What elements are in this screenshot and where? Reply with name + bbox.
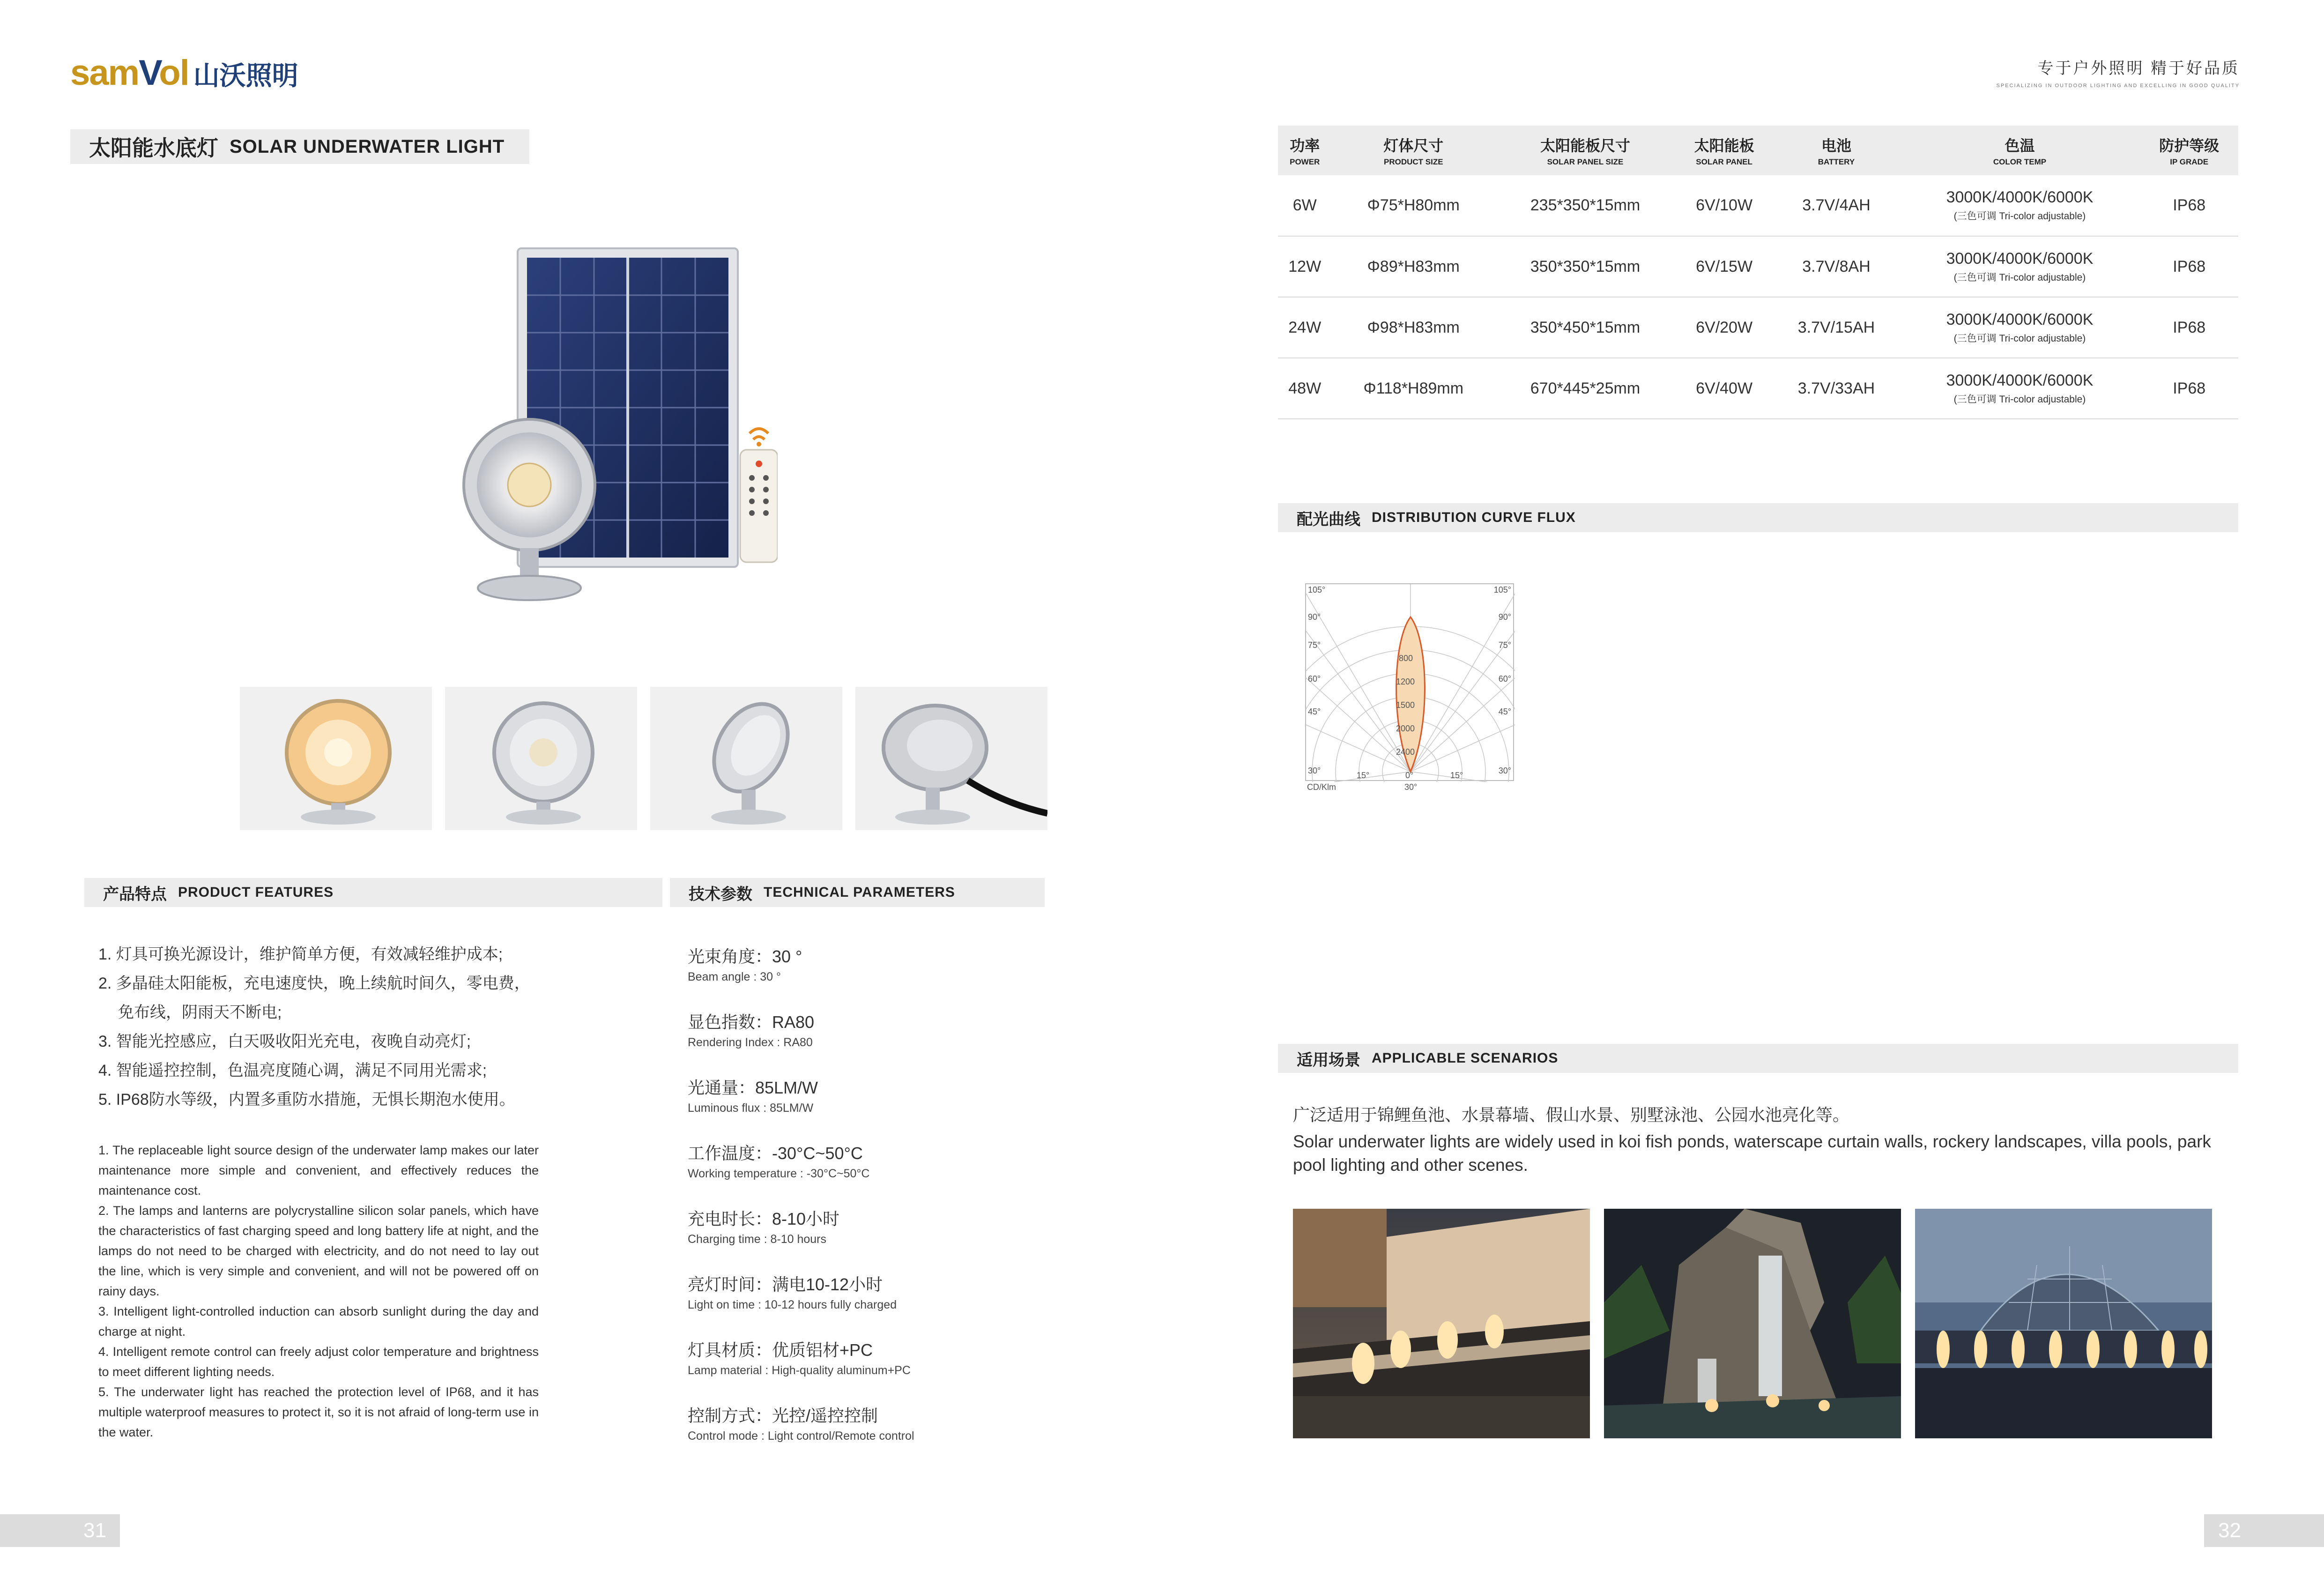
cell-color-temp: 3000K/4000K/6000K (三色可调 Tri-color adjustable) [1900, 297, 2140, 358]
feature-cn-line: 1. 灯具可换光源设计，维护简单方便，有效减轻维护成本; [98, 945, 503, 963]
tech-param-en: Beam angle : 30 ° [688, 970, 781, 983]
thumbnail-lamp-back [855, 687, 1047, 830]
features-list-cn [98, 940, 567, 1114]
angle-label: 30° [1308, 766, 1321, 775]
spec-table [1278, 126, 2238, 419]
product-title-en: SOLAR UNDERWATER LIGHT [230, 136, 505, 157]
scene-photo-fountain [1293, 1209, 1590, 1438]
tech-param-en: Rendering Index : RA80 [688, 1036, 813, 1049]
cell-battery: 3.7V/15AH [1773, 297, 1899, 358]
page-number-left: 31 [0, 1514, 120, 1547]
features-heading-en: PRODUCT FEATURES [178, 885, 334, 900]
spec-header-cell: 太阳能板尺寸 SOLAR PANEL SIZE [1495, 126, 1675, 175]
tech-param-cn: 灯具材质：优质铝材+PC [688, 1340, 873, 1360]
product-thumbnails [240, 687, 1047, 830]
angle-label: 75° [1498, 640, 1511, 650]
cell-color-temp: 3000K/4000K/6000K (三色可调 Tri-color adjustable) [1900, 358, 2140, 419]
tech-param [688, 944, 1044, 984]
page-number-right: 32 [2204, 1514, 2324, 1547]
scene-photo-rockery [1604, 1209, 1901, 1438]
spec-header-cell: 电池 BATTERY [1773, 126, 1899, 175]
table-row [1278, 358, 2238, 419]
cell-ip: IP68 [2140, 236, 2238, 297]
radial-value-label: 2000 [1396, 724, 1415, 733]
distribution-curve-chart [1305, 583, 1514, 781]
angle-label: 45° [1498, 707, 1511, 716]
spec-header-cell: 功率 POWER [1278, 126, 1331, 175]
scenarios-heading-bar [1278, 1044, 2238, 1073]
radial-value-label: 800 [1399, 654, 1413, 663]
slogan-en: SPECIALIZING IN OUTDOOR LIGHTING AND EXCELLING IN GOOD QUALITY [1996, 83, 2240, 89]
feature-en-item: 3. Intelligent light-controlled induction can absorb sunlight during the day and charge at night. [98, 1304, 539, 1339]
angle-label: 105° [1308, 585, 1326, 595]
tech-heading-en: TECHNICAL PARAMETERS [764, 885, 955, 900]
tech-param-cn: 显色指数：RA80 [688, 1012, 815, 1032]
spec-header-row [1278, 126, 2238, 175]
tech-param-cn: 光通量：85LM/W [688, 1078, 818, 1097]
distribution-unit-label: CD/Klm [1307, 782, 1336, 792]
spec-header-cell: 灯体尺寸 PRODUCT SIZE [1331, 126, 1495, 175]
lamp-led [508, 463, 551, 506]
table-row [1278, 175, 2238, 236]
angle-label: 105° [1493, 585, 1511, 595]
table-row [1278, 297, 2238, 358]
angle-label: 15° [1357, 771, 1370, 780]
angle-label: 75° [1308, 640, 1321, 650]
tech-heading-cn: 技术参数 [689, 885, 752, 903]
cell-power: 6W [1278, 175, 1331, 236]
angle-label: 60° [1308, 674, 1321, 684]
tech-param-en: Working temperature : -30°C~50°C [688, 1167, 870, 1180]
cell-panel: 6V/15W [1675, 236, 1774, 297]
wifi-signal-icon [750, 429, 768, 433]
thumbnail-lamp-front [445, 687, 637, 830]
tech-param [688, 1009, 1044, 1049]
feature-cn-line: 免布线，阴雨天不断电; [118, 1004, 282, 1021]
lamp-base [478, 576, 581, 600]
feature-cn-line: 5. IP68防水等级，内置多重防水措施，无惧长期泡水使用。 [98, 1091, 515, 1108]
feature-cn-line: 3. 智能光控感应，白天吸收阳光充电，夜晚自动亮灯; [98, 1033, 471, 1050]
tech-param [688, 1075, 1044, 1115]
cell-battery: 3.7V/33AH [1773, 358, 1899, 419]
radial-value-label: 1500 [1396, 700, 1415, 710]
scenarios-heading-cn: 适用场景 [1297, 1051, 1360, 1069]
distribution-heading-bar [1278, 503, 2238, 532]
cell-size: Φ89*H83mm [1331, 236, 1495, 297]
logo-chinese-name: 山沃照明 [193, 61, 298, 90]
tech-param [688, 1140, 1044, 1181]
slogan [1997, 55, 2240, 89]
tech-param-cn: 控制方式：光控/遥控控制 [688, 1406, 878, 1425]
feature-en-item: 2. The lamps and lanterns are polycrystalline silicon solar panels, which have the characteristics of fast charging speed and long battery life at night, and the lamps do not need to be charged with electricity, and do not need to lay out the line, which is very simple and convenient, and will not be powered off on rainy days. [98, 1204, 539, 1298]
thumbnail-lamp-side [650, 687, 842, 830]
spec-header-cell: 太阳能板 SOLAR PANEL [1675, 126, 1774, 175]
product-title-bar [70, 129, 529, 164]
tech-param [688, 1403, 1044, 1443]
scenarios-heading-en: APPLICABLE SCENARIOS [1372, 1050, 1559, 1066]
tech-param-cn: 光束角度：30 ° [688, 947, 802, 966]
cell-size: Φ98*H83mm [1331, 297, 1495, 358]
angle-label: 90° [1308, 612, 1321, 622]
product-main-image [450, 239, 778, 604]
tech-param-en: Light on time : 10-12 hours fully charged [688, 1298, 897, 1311]
cell-ip: IP68 [2140, 297, 2238, 358]
scenarios-text-cn: 广泛适用于锦鲤鱼池、水景幕墙、假山水景、别墅泳池、公园水池亮化等。 [1293, 1105, 1850, 1124]
cell-size: Φ75*H80mm [1331, 175, 1495, 236]
angle-label: 90° [1498, 612, 1511, 622]
angle-label: 45° [1308, 707, 1321, 716]
angle-label: 0° [1405, 771, 1414, 780]
beam-angle-label: 30° [1404, 782, 1418, 792]
cell-battery: 3.7V/8AH [1773, 236, 1899, 297]
feature-en-item: 4. Intelligent remote control can freely adjust color temperature and brightness to meet different lighting needs. [98, 1345, 539, 1379]
distribution-heading-en: DISTRIBUTION CURVE FLUX [1372, 510, 1576, 525]
cell-power: 12W [1278, 236, 1331, 297]
spec-header-cell: 色温 COLOR TEMP [1900, 126, 2140, 175]
cell-panel-size: 350*450*15mm [1495, 297, 1675, 358]
cell-panel-size: 235*350*15mm [1495, 175, 1675, 236]
cell-battery: 3.7V/4AH [1773, 175, 1899, 236]
cell-size: Φ118*H89mm [1331, 358, 1495, 419]
cell-ip: IP68 [2140, 175, 2238, 236]
cell-color-temp: 3000K/4000K/6000K (三色可调 Tri-color adjustable) [1900, 175, 2140, 236]
tech-param-en: Lamp material : High-quality aluminum+PC [688, 1364, 911, 1377]
radial-value-label: 1200 [1396, 677, 1415, 686]
cell-panel: 6V/10W [1675, 175, 1774, 236]
tech-param-cn: 亮灯时间：满电10-12小时 [688, 1275, 883, 1294]
distribution-heading-cn: 配光曲线 [1297, 510, 1360, 528]
angle-label: 30° [1498, 766, 1511, 775]
tech-heading-bar [670, 878, 1045, 907]
features-heading-bar [84, 878, 662, 907]
feature-cn-line: 2. 多晶硅太阳能板，充电速度快，晚上续航时间久，零电费， [98, 974, 530, 992]
thumbnail-lamp-lit [240, 687, 432, 830]
cell-ip: IP68 [2140, 358, 2238, 419]
features-list-en [98, 1140, 539, 1443]
tech-param-en: Charging time : 8-10 hours [688, 1233, 826, 1246]
tech-param [688, 1337, 1044, 1377]
tech-param-cn: 工作温度：-30°C~50°C [688, 1144, 863, 1163]
tech-param-en: Control mode : Light control/Remote control [688, 1429, 914, 1443]
table-row [1278, 236, 2238, 297]
spec-header-cell: 防护等级 IP GRADE [2140, 126, 2238, 175]
cell-panel-size: 670*445*25mm [1495, 358, 1675, 419]
product-title-cn: 太阳能水底灯 [89, 136, 218, 160]
brand-logo [70, 52, 298, 93]
feature-en-item: 1. The replaceable light source design of the underwater lamp makes our later maintenance more simple and convenient, and effectively reduces the maintenance cost. [98, 1143, 539, 1198]
cell-power: 48W [1278, 358, 1331, 419]
tech-param [688, 1206, 1044, 1246]
angle-label: 15° [1450, 771, 1463, 780]
angle-label: 60° [1498, 674, 1511, 684]
tech-param [688, 1272, 1044, 1312]
feature-cn-line: 4. 智能遥控控制，色温亮度随心调，满足不同用光需求; [98, 1062, 487, 1079]
cell-power: 24W [1278, 297, 1331, 358]
tech-param-cn: 充电时长：8-10小时 [688, 1209, 840, 1228]
feature-en-item: 5. The underwater light has reached the protection level of IP68, and it has multiple waterproof measures to protect it, so it is not afraid of long-term use in the water. [98, 1385, 539, 1439]
radial-value-label: 2400 [1396, 747, 1415, 757]
scenarios-text-en: Solar underwater lights are widely used in koi fish ponds, waterscape curtain walls, rockery landscapes, villa pools, park pool lighting and other scenes. [1293, 1132, 2211, 1175]
tech-param-en: Luminous flux : 85LM/W [688, 1101, 814, 1115]
features-heading-cn: 产品特点 [103, 885, 167, 903]
logo-wordmark: samVol [70, 53, 189, 93]
cell-color-temp: 3000K/4000K/6000K (三色可调 Tri-color adjustable) [1900, 236, 2140, 297]
slogan-cn: 专于户外照明 精于好品质 [2037, 60, 2240, 77]
cell-panel: 6V/20W [1675, 297, 1774, 358]
cell-panel: 6V/40W [1675, 358, 1774, 419]
scene-photo-dome-pool [1915, 1209, 2212, 1438]
cell-panel-size: 350*350*15mm [1495, 236, 1675, 297]
